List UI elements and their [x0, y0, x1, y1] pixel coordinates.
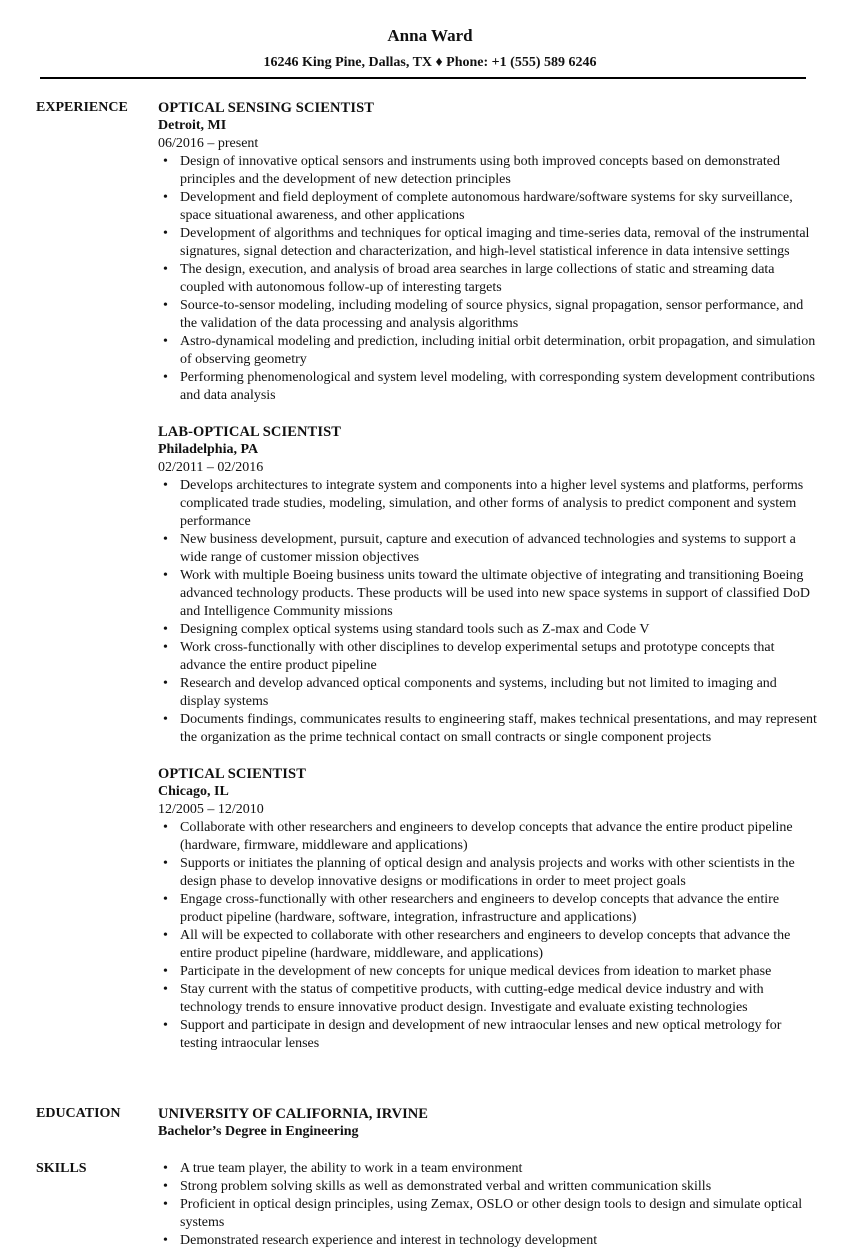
bullet-item: • Research and develop advanced optical components and systems, including but not limited to imaging and display systems: [158, 675, 818, 711]
bullet-item: • All will be expected to collaborate with other researchers and engineers to develop concepts that advance the entire product pipeline (hardware, middleware, and applications): [158, 927, 818, 963]
job-location: Detroit, MI: [158, 118, 227, 133]
job-bullets: [158, 819, 818, 1053]
bullet-item: • Engage cross-functionally with other researchers and engineers to develop concepts that advance the entire product pipeline (hardware, software, integration, infrastructure and applications): [158, 891, 818, 927]
skill-item: • Strong problem solving skills as well as demonstrated verbal and written communication skills: [158, 1178, 818, 1196]
skills-body: [158, 1160, 818, 1250]
job-dates: 06/2016 – present: [158, 136, 259, 151]
degree: Bachelor’s Degree in Engineering: [158, 1124, 359, 1139]
job-location: Philadelphia, PA: [158, 442, 259, 457]
job-bullets: [158, 153, 818, 405]
bullet-item: • Development of algorithms and techniques for optical imaging and time-series data, removal of the instrumental signatures, signal detection and characterization, and high-level statistical inference in data intensive settings: [158, 225, 818, 261]
bullet-item: • Support and participate in design and development of new intraocular lenses and new optical metrology for testing intraocular lenses: [158, 1017, 818, 1053]
bullet-item: • Stay current with the status of competitive products, with cutting-edge medical device industry and with technology trends to ensure innovative product design. Investigate and evaluate existing technologies: [158, 981, 818, 1017]
section-label-skills: SKILLS: [36, 1161, 87, 1176]
job-entry: [158, 423, 818, 747]
bullet-item: • Designing complex optical systems using standard tools such as Z-max and Code V: [158, 621, 818, 639]
bullet-item: • Documents findings, communicates results to engineering staff, makes technical presentations, and may represent the organization as the prime technical contact on small contracts or single component projects: [158, 711, 818, 747]
job-bullets: [158, 477, 818, 747]
bullet-item: • The design, execution, and analysis of broad area searches in large collections of static and streaming data coupled with autonomous follow-up of interesting targets: [158, 261, 818, 297]
candidate-name: Anna Ward: [387, 26, 473, 45]
skills-list: [158, 1160, 818, 1250]
bullet-item: • Source-to-sensor modeling, including modeling of source physics, signal propagation, sensor performance, and the validation of the data processing and analysis algorithms: [158, 297, 818, 333]
section-label-experience: EXPERIENCE: [36, 100, 128, 115]
section-label-education: EDUCATION: [36, 1106, 121, 1121]
bullet-item: • Work cross-functionally with other disciplines to develop experimental setups and prototype concepts that advance the entire product pipeline: [158, 639, 818, 675]
job-title: OPTICAL SENSING SCIENTIST: [158, 100, 375, 116]
experience-list: [158, 99, 818, 1071]
bullet-item: • Development and field deployment of complete autonomous hardware/software systems for sky surveillance, space situational awareness, and other applications: [158, 189, 818, 225]
bullet-item: • Work with multiple Boeing business units toward the ultimate objective of integrating and transitioning Boeing advanced technology products. These products will be used into new space systems in support of classified DoD and Intelligence Community missions: [158, 567, 818, 621]
bullet-item: • Develops architectures to integrate system and components into a higher level systems and platforms, performs complicated trade studies, modeling, simulation, and other forms of analysis to predict component and system performance: [158, 477, 818, 531]
skill-item: • A true team player, the ability to work in a team environment: [158, 1160, 818, 1178]
bullet-item: • Participate in the development of new concepts for unique medical devices from ideation to market phase: [158, 963, 818, 981]
bullet-item: • Supports or initiates the planning of optical design and analysis projects and works with other scientists in the design phase to develop innovative designs or modifications in order to meet project goals: [158, 855, 818, 891]
job-entry: [158, 99, 818, 405]
skill-item: • Demonstrated research experience and interest in technology development: [158, 1232, 818, 1250]
job-dates: 02/2011 – 02/2016: [158, 460, 264, 475]
bullet-item: • Performing phenomenological and system level modeling, with corresponding system development contributions and data analysis: [158, 369, 818, 405]
skill-item: • Proficient in optical design principles, using Zemax, OSLO or other design tools to design and simulate optical systems: [158, 1196, 818, 1232]
job-title: OPTICAL SCIENTIST: [158, 766, 306, 782]
bullet-item: • Astro-dynamical modeling and prediction, including initial orbit determination, orbit propagation, and simulation of observing geometry: [158, 333, 818, 369]
bullet-item: • Collaborate with other researchers and engineers to develop concepts that advance the entire product pipeline (hardware, firmware, middleware and applications): [158, 819, 818, 855]
job-location: Chicago, IL: [158, 784, 229, 799]
job-dates: 12/2005 – 12/2010: [158, 802, 264, 817]
bullet-item: • Design of innovative optical sensors and instruments using both improved concepts based on demonstrated principles and the development of new detection principles: [158, 153, 818, 189]
resume-header: [0, 0, 860, 72]
school-name: UNIVERSITY OF CALIFORNIA, IRVINE: [158, 1106, 428, 1122]
contact-line: 16246 King Pine, Dallas, TX ♦ Phone: +1 (555) 589 6246: [263, 55, 597, 70]
job-title: LAB-OPTICAL SCIENTIST: [158, 424, 342, 440]
job-entry: [158, 765, 818, 1053]
education-body: [158, 1105, 818, 1141]
bullet-item: • New business development, pursuit, capture and execution of advanced technologies and systems to support a wide range of customer mission objectives: [158, 531, 818, 567]
header-divider: [40, 77, 806, 79]
